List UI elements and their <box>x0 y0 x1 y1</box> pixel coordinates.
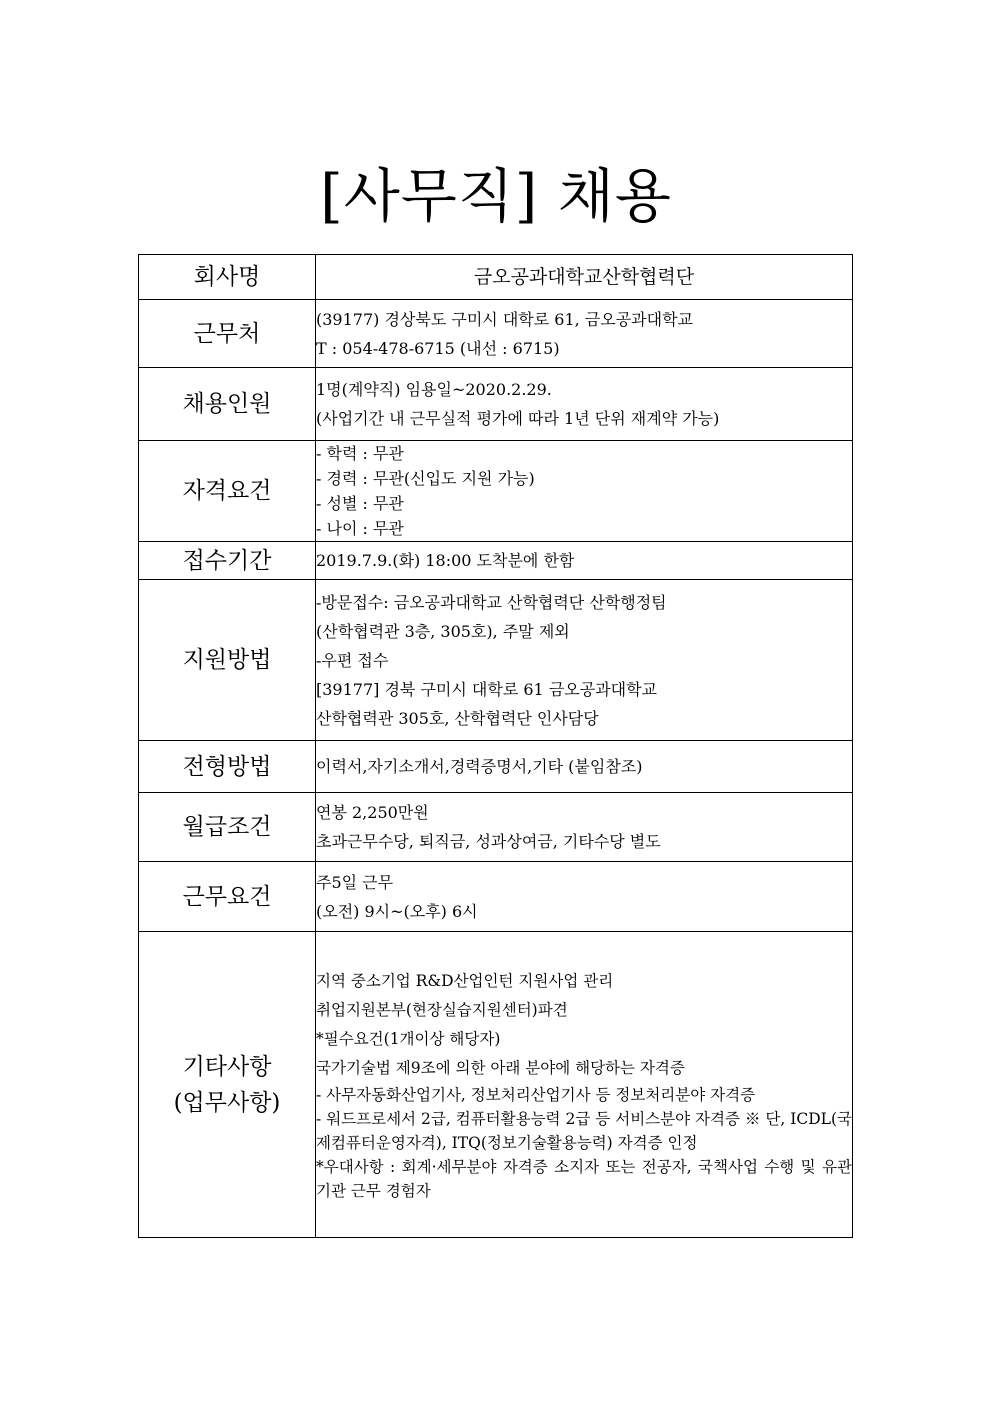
table-row <box>139 441 853 542</box>
table-row <box>139 580 853 741</box>
method-mail: -우편 접수 <box>316 650 389 670</box>
company-name: 금오공과대학교산학협력단 <box>473 265 695 288</box>
table-row <box>139 793 853 862</box>
row-label-company: 회사명 <box>139 255 316 300</box>
screening-documents: 이력서,자기소개서,경력증명서,기타 (붙임참조) <box>316 757 643 776</box>
table-row <box>139 368 853 441</box>
row-value-work-conditions <box>316 862 853 932</box>
table-row <box>139 542 853 580</box>
row-label-other <box>139 932 316 1238</box>
method-visit: -방문접수: 금오공과대학교 산학협력단 산학행정팀 <box>316 592 667 612</box>
other-dispatch: 취업지원본부(현장실습지원센터)파견 <box>316 1000 568 1019</box>
table-row <box>139 741 853 793</box>
other-required-title: *필수요건(1개이상 해당자) <box>316 1029 501 1048</box>
row-value-other <box>316 932 853 1238</box>
headcount-line: 1명(계약직) 임용일~2020.2.29. <box>316 380 552 399</box>
table-row <box>139 932 853 1238</box>
method-visit-detail: (산학협력관 3층, 305호), 주말 제외 <box>316 621 570 641</box>
row-label-headcount: 채용인원 <box>139 368 316 441</box>
table-row <box>139 255 853 300</box>
workplace-phone: T : 054-478-6715 (내선 : 6715) <box>316 338 560 358</box>
qualification-gender: - 성별 : 무관 <box>316 494 404 513</box>
method-mail-recipient: 산학협력관 305호, 산학협력단 인사담당 <box>316 708 599 728</box>
other-label-sub: (업무사항) <box>173 1089 281 1116</box>
row-value-workplace <box>316 300 853 368</box>
row-value-headcount <box>316 368 853 441</box>
row-label-workplace: 근무처 <box>139 300 316 368</box>
other-preferred: *우대사항 : 회계·세무분야 자격증 소지자 또는 전공자, 국책사업 수행 및 유관기관 근무 경험자 <box>316 1157 852 1200</box>
page-title: [사무직] 채용 <box>320 162 672 230</box>
workplace-address: (39177) 경상북도 구미시 대학로 61, 금오공과대학교 <box>316 309 694 329</box>
headcount-note: (사업기간 내 근무실적 평가에 따라 1년 단위 재계약 가능) <box>316 409 720 428</box>
salary-extras: 초과근무수당, 퇴직금, 성과상여금, 기타수당 별도 <box>316 832 661 851</box>
row-value-method <box>316 580 853 741</box>
row-label-screening: 전형방법 <box>139 741 316 793</box>
other-label: 기타사항 <box>182 1053 272 1080</box>
row-value-salary <box>316 793 853 862</box>
salary-annual: 연봉 2,250만원 <box>316 803 429 822</box>
work-hours: (오전) 9시~(오후) 6시 <box>316 901 478 921</box>
table-row <box>139 300 853 368</box>
other-cert-service: - 워드프로세서 2급, 컴퓨터활용능력 2급 등 서비스분야 자격증 ※ 단, ICDL(국제컴퓨터운영자격), ITQ(정보기술활용능력) 자격증 인정 <box>316 1109 852 1152</box>
other-duty: 지역 중소기업 R&D산업인턴 지원사업 관리 <box>316 971 614 990</box>
application-deadline: 2019.7.9.(화) 18:00 도착분에 한함 <box>316 551 575 570</box>
qualification-age: - 나이 : 무관 <box>316 519 404 538</box>
recruitment-table <box>138 254 853 1238</box>
row-value-qualifications <box>316 441 853 542</box>
row-value-company <box>316 255 853 300</box>
other-cert-info-processing: - 사무자동화산업기사, 정보처리산업기사 등 정보처리분야 자격증 <box>316 1085 756 1104</box>
row-value-period <box>316 542 853 580</box>
row-label-salary: 월급조건 <box>139 793 316 862</box>
qualification-education: - 학력 : 무관 <box>316 444 404 463</box>
other-required-law: 국가기술법 제9조에 의한 아래 분야에 해당하는 자격증 <box>316 1058 685 1077</box>
qualification-experience: - 경력 : 무관(신입도 지원 가능) <box>316 469 535 488</box>
work-days: 주5일 근무 <box>316 872 394 892</box>
row-label-period: 접수기간 <box>139 542 316 580</box>
row-label-method: 지원방법 <box>139 580 316 741</box>
method-mail-address: [39177] 경북 구미시 대학로 61 금오공과대학교 <box>316 679 658 699</box>
row-label-work-conditions: 근무요건 <box>139 862 316 932</box>
table-row <box>139 862 853 932</box>
row-label-qualifications: 자격요건 <box>139 441 316 542</box>
row-value-screening <box>316 741 853 793</box>
